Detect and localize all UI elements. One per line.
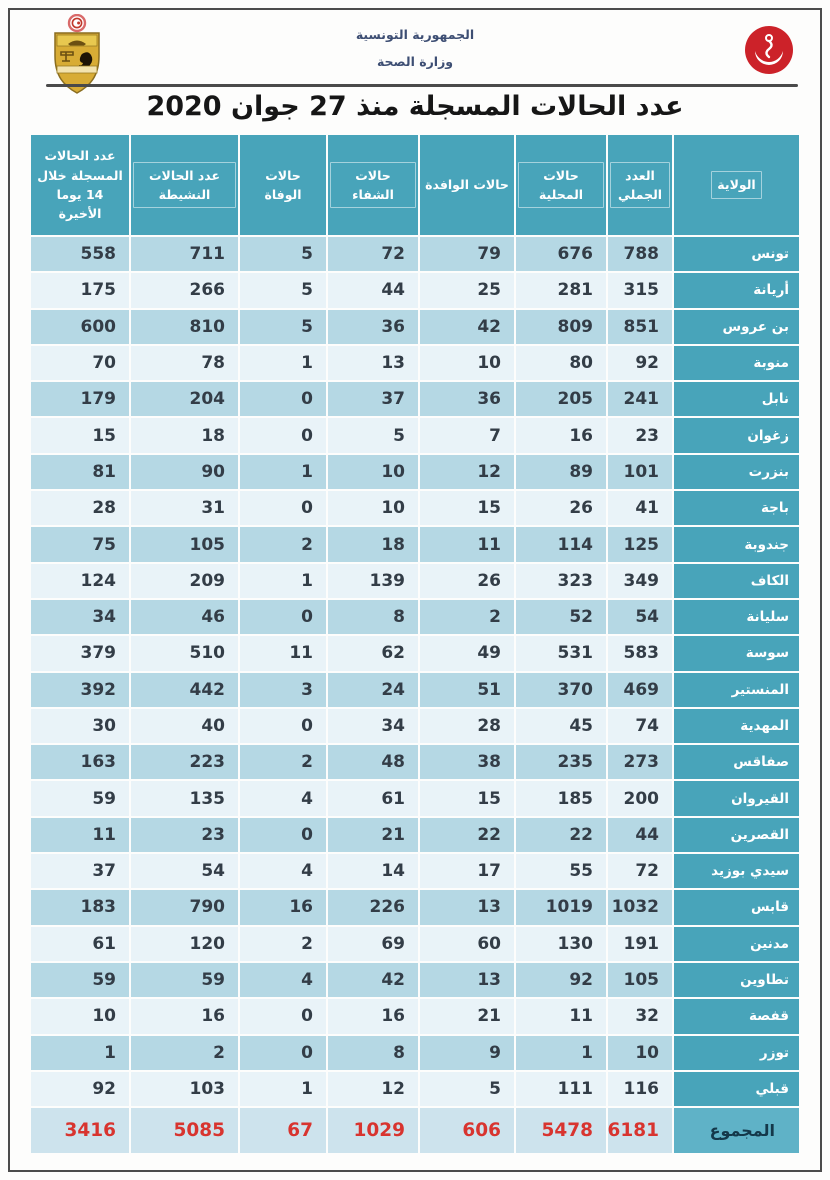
value-cell: 5 [328,418,418,452]
value-cell: 788 [608,237,672,271]
value-cell: 241 [608,382,672,416]
value-cell: 111 [516,1072,606,1106]
governorate-cell: سيدي بوزيد [674,854,799,888]
value-cell: 26 [516,491,606,525]
value-cell: 10 [31,999,129,1033]
value-cell: 2 [240,927,326,961]
governorate-cell: تطاوين [674,963,799,997]
value-cell: 163 [31,745,129,779]
governorate-cell: باجة [674,491,799,525]
value-cell: 11 [240,636,326,670]
total-label-cell: المجموع [674,1108,799,1153]
table-row [31,854,799,888]
column-header-3 [420,135,514,235]
value-cell: 25 [420,273,514,307]
governorate-cell: القيروان [674,781,799,815]
governorate-cell: مدنين [674,927,799,961]
value-cell: 2 [240,527,326,561]
governorate-cell: صفاقس [674,745,799,779]
value-cell: 1 [240,346,326,380]
value-cell: 469 [608,673,672,707]
value-cell: 5 [240,237,326,271]
column-header-label: حالات الشفاء [330,162,416,209]
value-cell: 205 [516,382,606,416]
table-row [31,600,799,634]
total-value-cell: 3416 [31,1108,129,1153]
value-cell: 15 [420,491,514,525]
total-value-cell: 606 [420,1108,514,1153]
value-cell: 1019 [516,890,606,924]
value-cell: 583 [608,636,672,670]
value-cell: 810 [131,310,238,344]
value-cell: 22 [516,818,606,852]
value-cell: 36 [328,310,418,344]
table-row [31,673,799,707]
governorate-cell: جندوبة [674,527,799,561]
value-cell: 9 [420,1036,514,1070]
governorate-cell: قابس [674,890,799,924]
column-header-label: عدد الحالات النشيطة [133,162,236,209]
value-cell: 14 [328,854,418,888]
value-cell: 13 [420,963,514,997]
value-cell: 4 [240,854,326,888]
value-cell: 10 [328,491,418,525]
value-cell: 4 [240,963,326,997]
value-cell: 13 [328,346,418,380]
table-row [31,636,799,670]
value-cell: 510 [131,636,238,670]
letterhead-text [0,27,830,69]
page-title: عدد الحالات المسجلة منذ 27 جوان 2020 [146,91,684,122]
table-row [31,818,799,852]
value-cell: 0 [240,600,326,634]
value-cell: 8 [328,600,418,634]
value-cell: 16 [131,999,238,1033]
value-cell: 0 [240,1036,326,1070]
table-row [31,890,799,924]
value-cell: 18 [131,418,238,452]
value-cell: 78 [131,346,238,380]
value-cell: 23 [608,418,672,452]
value-cell: 16 [516,418,606,452]
value-cell: 179 [31,382,129,416]
value-cell: 7 [420,418,514,452]
value-cell: 209 [131,564,238,598]
table-row [31,963,799,997]
value-cell: 223 [131,745,238,779]
value-cell: 80 [516,346,606,380]
value-cell: 15 [420,781,514,815]
governorate-cell: القصرين [674,818,799,852]
value-cell: 558 [31,237,129,271]
value-cell: 392 [31,673,129,707]
governorate-cell: نابل [674,382,799,416]
table-row [31,418,799,452]
value-cell: 12 [420,455,514,489]
value-cell: 90 [131,455,238,489]
value-cell: 46 [131,600,238,634]
value-cell: 1 [516,1036,606,1070]
governorate-cell: توزر [674,1036,799,1070]
value-cell: 1 [31,1036,129,1070]
value-cell: 59 [131,963,238,997]
value-cell: 55 [516,854,606,888]
value-cell: 226 [328,890,418,924]
value-cell: 1032 [608,890,672,924]
value-cell: 103 [131,1072,238,1106]
total-value-cell: 1029 [328,1108,418,1153]
value-cell: 124 [31,564,129,598]
value-cell: 349 [608,564,672,598]
value-cell: 10 [328,455,418,489]
value-cell: 105 [131,527,238,561]
value-cell: 22 [420,818,514,852]
value-cell: 54 [131,854,238,888]
table-row [31,999,799,1033]
value-cell: 18 [328,527,418,561]
value-cell: 16 [240,890,326,924]
value-cell: 5 [420,1072,514,1106]
value-cell: 0 [240,999,326,1033]
value-cell: 59 [31,963,129,997]
value-cell: 116 [608,1072,672,1106]
value-cell: 175 [31,273,129,307]
value-cell: 51 [420,673,514,707]
governorate-cell: أريانة [674,273,799,307]
value-cell: 3 [240,673,326,707]
value-cell: 37 [31,854,129,888]
column-header-0 [674,135,799,235]
value-cell: 59 [31,781,129,815]
table-row [31,745,799,779]
value-cell: 41 [608,491,672,525]
governorate-cell: بن عروس [674,310,799,344]
value-cell: 26 [420,564,514,598]
column-header-2 [516,135,606,235]
governorate-cell: المهدية [674,709,799,743]
value-cell: 92 [608,346,672,380]
value-cell: 0 [240,382,326,416]
value-cell: 0 [240,491,326,525]
letterhead-divider [46,84,798,87]
value-cell: 2 [420,600,514,634]
value-cell: 72 [328,237,418,271]
value-cell: 0 [240,818,326,852]
governorate-cell: زغوان [674,418,799,452]
value-cell: 5 [240,273,326,307]
total-value-cell: 5478 [516,1108,606,1153]
column-header-label: حالات الوافدة [425,177,509,193]
value-cell: 37 [328,382,418,416]
table-row [31,1072,799,1106]
governorate-cell: قبلي [674,1072,799,1106]
table-row [31,564,799,598]
value-cell: 2 [131,1036,238,1070]
value-cell: 61 [328,781,418,815]
value-cell: 62 [328,636,418,670]
value-cell: 60 [420,927,514,961]
value-cell: 54 [608,600,672,634]
value-cell: 273 [608,745,672,779]
value-cell: 23 [131,818,238,852]
governorate-cell: منوبة [674,346,799,380]
value-cell: 323 [516,564,606,598]
value-cell: 16 [328,999,418,1033]
value-cell: 600 [31,310,129,344]
cases-table [31,135,799,1153]
table-row [31,273,799,307]
value-cell: 11 [420,527,514,561]
total-value-cell: 67 [240,1108,326,1153]
column-header-label: عدد الحالات المسجلة خلال 14 يوما الأخيرة [37,148,123,222]
value-cell: 200 [608,781,672,815]
value-cell: 266 [131,273,238,307]
table-row [31,1036,799,1070]
value-cell: 379 [31,636,129,670]
value-cell: 125 [608,527,672,561]
value-cell: 32 [608,999,672,1033]
value-cell: 36 [420,382,514,416]
value-cell: 24 [328,673,418,707]
column-header-7 [31,135,129,235]
table-row [31,346,799,380]
governorate-cell: سليانة [674,600,799,634]
column-header-5 [240,135,326,235]
column-header-1 [608,135,672,235]
value-cell: 10 [420,346,514,380]
value-cell: 676 [516,237,606,271]
table-total-row [31,1108,799,1153]
table-row [31,781,799,815]
value-cell: 28 [420,709,514,743]
value-cell: 21 [420,999,514,1033]
value-cell: 42 [420,310,514,344]
value-cell: 281 [516,273,606,307]
value-cell: 185 [516,781,606,815]
value-cell: 70 [31,346,129,380]
value-cell: 44 [608,818,672,852]
governorate-cell: تونس [674,237,799,271]
table-row [31,527,799,561]
value-cell: 183 [31,890,129,924]
value-cell: 851 [608,310,672,344]
table-row [31,491,799,525]
value-cell: 101 [608,455,672,489]
value-cell: 28 [31,491,129,525]
republic-line: الجمهورية التونسية [355,27,475,42]
total-value-cell: 5085 [131,1108,238,1153]
value-cell: 105 [608,963,672,997]
value-cell: 15 [31,418,129,452]
value-cell: 11 [31,818,129,852]
governorate-cell: سوسة [674,636,799,670]
table-row [31,382,799,416]
value-cell: 52 [516,600,606,634]
value-cell: 30 [31,709,129,743]
value-cell: 69 [328,927,418,961]
value-cell: 191 [608,927,672,961]
value-cell: 139 [328,564,418,598]
value-cell: 40 [131,709,238,743]
column-header-6 [131,135,238,235]
governorate-cell: المنستير [674,673,799,707]
value-cell: 8 [328,1036,418,1070]
value-cell: 10 [608,1036,672,1070]
value-cell: 120 [131,927,238,961]
governorate-cell: الكاف [674,564,799,598]
governorate-cell: بنزرت [674,455,799,489]
column-header-label: حالات الوفاة [264,167,302,202]
total-value-cell: 6181 [608,1108,672,1153]
value-cell: 44 [328,273,418,307]
governorate-cell: قفصة [674,999,799,1033]
value-cell: 11 [516,999,606,1033]
value-cell: 42 [328,963,418,997]
value-cell: 45 [516,709,606,743]
value-cell: 38 [420,745,514,779]
value-cell: 711 [131,237,238,271]
value-cell: 204 [131,382,238,416]
value-cell: 114 [516,527,606,561]
value-cell: 17 [420,854,514,888]
value-cell: 89 [516,455,606,489]
table-row [31,927,799,961]
column-header-label: العدد الجملي [610,162,670,209]
value-cell: 809 [516,310,606,344]
value-cell: 531 [516,636,606,670]
value-cell: 13 [420,890,514,924]
value-cell: 48 [328,745,418,779]
value-cell: 442 [131,673,238,707]
value-cell: 92 [31,1072,129,1106]
value-cell: 34 [31,600,129,634]
column-header-label: الولاية [711,171,761,198]
value-cell: 34 [328,709,418,743]
value-cell: 5 [240,310,326,344]
ministry-line: وزارة الصحة [376,54,454,69]
value-cell: 74 [608,709,672,743]
table-header-row [31,135,799,235]
value-cell: 790 [131,890,238,924]
value-cell: 12 [328,1072,418,1106]
value-cell: 21 [328,818,418,852]
table-row [31,237,799,271]
value-cell: 130 [516,927,606,961]
value-cell: 1 [240,564,326,598]
value-cell: 0 [240,709,326,743]
value-cell: 92 [516,963,606,997]
value-cell: 235 [516,745,606,779]
value-cell: 0 [240,418,326,452]
column-header-label: حالات المحلية [518,162,604,209]
table-row [31,709,799,743]
value-cell: 135 [131,781,238,815]
value-cell: 315 [608,273,672,307]
value-cell: 31 [131,491,238,525]
table-row [31,310,799,344]
value-cell: 1 [240,455,326,489]
value-cell: 72 [608,854,672,888]
column-header-4 [328,135,418,235]
value-cell: 4 [240,781,326,815]
value-cell: 2 [240,745,326,779]
value-cell: 1 [240,1072,326,1106]
value-cell: 75 [31,527,129,561]
table-row [31,455,799,489]
value-cell: 370 [516,673,606,707]
value-cell: 81 [31,455,129,489]
value-cell: 49 [420,636,514,670]
value-cell: 79 [420,237,514,271]
value-cell: 61 [31,927,129,961]
